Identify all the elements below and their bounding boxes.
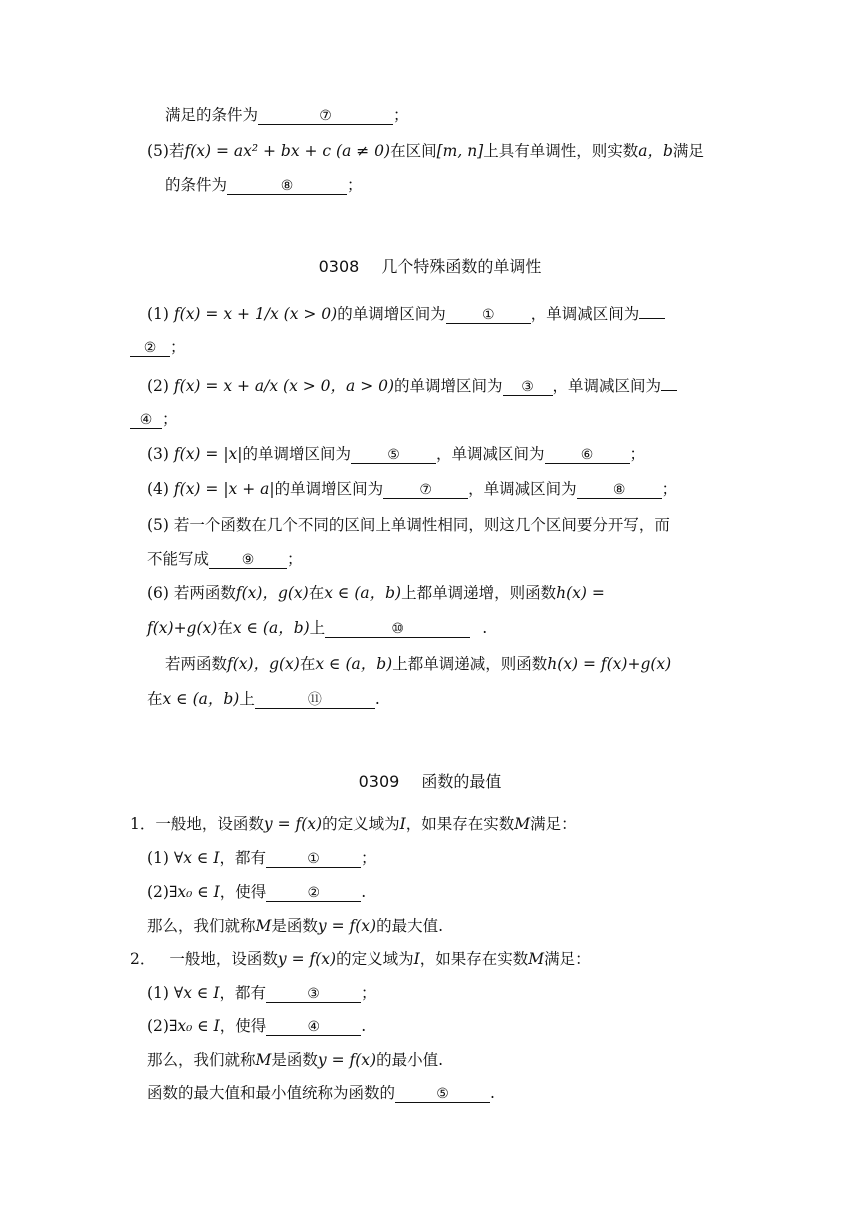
text-fragment: 的单调增区间为	[274, 480, 384, 498]
text-fragment: 满足的条件为	[165, 106, 259, 124]
text-fragment: 函数的最大值和最小值统称为函数的	[147, 1084, 396, 1102]
text-line	[147, 548, 303, 570]
math-expression: f(x) = x + 1/x (x > 0)	[173, 305, 338, 323]
text-fragment: 不能写成	[147, 550, 210, 568]
text-line	[147, 443, 645, 465]
text-fragment: 是函数	[271, 1051, 318, 1069]
math-expression: y = f(x)	[317, 1051, 377, 1069]
math-expression: x₀ ∈ I	[177, 883, 220, 901]
punctuation: ；	[287, 550, 303, 568]
math-expression: x ∈ I	[183, 984, 220, 1002]
punctuation: .	[482, 619, 488, 637]
text-fragment: (2)∃	[147, 1017, 178, 1035]
text-line	[147, 982, 376, 1004]
punctuation: ；	[360, 849, 377, 867]
answer-blank: ③	[503, 377, 553, 396]
section-code: 0308	[318, 257, 360, 276]
punctuation: .	[361, 883, 367, 901]
math-expression: f(x) = |x + a|	[173, 480, 275, 498]
text-fragment: 若两函数	[165, 655, 228, 673]
text-fragment: 那么，我们就称	[147, 917, 256, 935]
text-fragment: 一般地，设函数	[155, 815, 264, 833]
text-line	[147, 1082, 495, 1104]
math-expression: I	[413, 950, 420, 968]
text-fragment: 在	[217, 619, 233, 637]
item-number: (3)	[147, 445, 169, 463]
punctuation: ；	[170, 338, 186, 356]
punctuation: ；	[347, 176, 363, 194]
answer-blank: ⑨	[209, 550, 287, 569]
text-fragment: 上具有单调性，则实数	[483, 142, 639, 160]
text-fragment: ，使得	[219, 1017, 267, 1035]
text-fragment: ，都有	[219, 849, 266, 867]
answer-blank: ④	[130, 410, 162, 429]
text-line	[147, 582, 605, 604]
text-fragment: ，如果存在实数	[419, 950, 529, 968]
section-heading: 几个特殊函数的单调性	[381, 257, 542, 276]
math-expression: M	[514, 815, 531, 833]
answer-blank: ⑧	[577, 480, 662, 499]
text-line	[147, 1015, 366, 1037]
math-expression: f(x)，g(x)	[227, 655, 300, 673]
answer-blank: ⑩	[325, 619, 470, 638]
math-expression: h(x) =	[556, 584, 605, 602]
text-line	[130, 948, 591, 970]
math-expression: f(x) = x + a/x (x > 0，a > 0)	[173, 377, 395, 395]
text-fragment: 在	[308, 584, 325, 602]
text-fragment: 的最大值.	[376, 917, 444, 935]
item-number: (2)	[147, 377, 169, 395]
text-fragment: 在区间	[390, 142, 437, 160]
math-expression: h(x) = f(x)+g(x)	[547, 655, 672, 673]
math-expression: a，b	[638, 142, 673, 160]
text-line	[147, 847, 376, 869]
text-fragment: 的定义域为	[336, 950, 414, 968]
text-fragment: 上	[239, 690, 255, 708]
text-line	[147, 915, 443, 937]
answer-blank: ①	[266, 849, 361, 868]
text-fragment: ，如果存在实数	[405, 815, 515, 833]
text-fragment: ，单调减区间为	[530, 305, 640, 323]
text-fragment: ，单调减区间为	[552, 377, 662, 395]
text-fragment: 的单调增区间为	[394, 377, 503, 395]
text-line	[165, 174, 363, 196]
math-expression: y = f(x)	[277, 950, 337, 968]
math-expression: M	[528, 950, 545, 968]
text-fragment: 满足：	[544, 950, 591, 968]
text-fragment: (5)若	[147, 142, 185, 160]
math-expression: f(x)，g(x)	[235, 584, 309, 602]
text-fragment: (2)∃	[147, 883, 178, 901]
text-line	[147, 1049, 443, 1071]
text-line	[130, 408, 178, 430]
math-expression: f(x)+g(x)	[147, 619, 218, 637]
text-fragment: 满足：	[530, 815, 577, 833]
text-fragment: (1) ∀	[147, 849, 184, 867]
punctuation: .	[490, 1084, 495, 1102]
text-fragment: 上	[309, 619, 326, 637]
item-number: (1)	[147, 305, 169, 323]
text-line	[130, 813, 577, 835]
text-line	[147, 300, 665, 325]
text-fragment: 一般地，设函数	[169, 950, 278, 968]
punctuation: ；	[162, 410, 178, 428]
math-expression: [m, n]	[436, 142, 484, 160]
text-line	[147, 617, 487, 639]
text-fragment: (1) ∀	[147, 984, 184, 1002]
punctuation: .	[374, 690, 380, 708]
math-expression: f(x) = ax² + bx + c (a ≠ 0)	[184, 142, 391, 160]
text-fragment: 在	[147, 690, 163, 708]
math-expression: x ∈ (a，b)	[162, 690, 240, 708]
answer-blank: ①	[446, 305, 531, 324]
answer-blank-start	[661, 372, 677, 391]
answer-blank: ②	[266, 883, 361, 902]
math-expression: x ∈ I	[183, 849, 220, 867]
text-fragment: 的单调增区间为	[242, 445, 352, 463]
answer-blank: ⑤	[395, 1084, 490, 1103]
math-expression: M	[255, 1051, 272, 1069]
answer-blank: ⑧	[227, 176, 347, 195]
text-line	[147, 140, 704, 162]
punctuation: ；	[393, 106, 409, 124]
punctuation: ；	[629, 445, 646, 463]
punctuation: ；	[661, 480, 678, 498]
text-fragment: 的单调增区间为	[337, 305, 446, 323]
text-fragment: 满足	[672, 142, 704, 160]
text-fragment: ，使得	[219, 883, 267, 901]
text-line	[147, 514, 670, 536]
answer-blank-start	[639, 300, 665, 319]
math-expression: y = f(x)	[317, 917, 377, 935]
math-expression: y = f(x)	[263, 815, 323, 833]
math-expression: M	[255, 917, 272, 935]
text-line	[147, 881, 366, 903]
answer-blank: ⑪	[255, 690, 375, 709]
math-expression: I	[399, 815, 406, 833]
text-fragment: (6) 若两函数	[147, 584, 236, 602]
text-fragment: 的条件为	[165, 176, 228, 194]
text-fragment: 上都单调递减，则函数	[392, 655, 548, 673]
text-fragment: 那么，我们就称	[147, 1051, 256, 1069]
text-line	[130, 336, 186, 358]
punctuation: ；	[360, 984, 377, 1002]
punctuation: .	[361, 1017, 367, 1035]
text-line	[147, 372, 677, 397]
math-expression: x₀ ∈ I	[177, 1017, 220, 1035]
section-title	[0, 256, 860, 278]
answer-blank: ④	[266, 1017, 361, 1036]
text-fragment: ，单调减区间为	[436, 445, 545, 463]
item-number: (4)	[147, 480, 169, 498]
text-fragment: ，单调减区间为	[468, 480, 577, 498]
text-line	[165, 104, 409, 126]
answer-blank: ⑥	[545, 445, 630, 464]
answer-blank: ③	[266, 984, 361, 1003]
text-fragment: 的最小值.	[376, 1051, 444, 1069]
math-expression: f(x) = |x|	[173, 445, 243, 463]
text-fragment: ，都有	[219, 984, 266, 1002]
text-fragment: 上都单调递增，则函数	[401, 584, 557, 602]
section-title	[0, 771, 860, 793]
answer-blank: ⑦	[383, 480, 468, 499]
text-fragment: (5) 若一个函数在几个不同的区间上单调性相同，则这几个区间要分开写，而	[147, 516, 670, 534]
item-number: 1．	[130, 815, 156, 833]
answer-blank: ②	[130, 338, 170, 357]
text-fragment: 的定义域为	[322, 815, 400, 833]
item-number: 2．	[130, 950, 156, 968]
math-expression: x ∈ (a，b)	[232, 619, 310, 637]
math-expression: x ∈ (a，b)	[324, 584, 402, 602]
text-fragment: 是函数	[271, 917, 318, 935]
section-heading: 函数的最值	[421, 772, 502, 791]
text-fragment: 在	[299, 655, 316, 673]
math-expression: x ∈ (a，b)	[315, 655, 393, 673]
text-line	[147, 478, 677, 500]
text-line	[147, 688, 380, 710]
section-code: 0309	[358, 772, 400, 791]
answer-blank: ⑦	[258, 106, 393, 125]
text-line	[165, 653, 671, 675]
answer-blank: ⑤	[351, 445, 436, 464]
